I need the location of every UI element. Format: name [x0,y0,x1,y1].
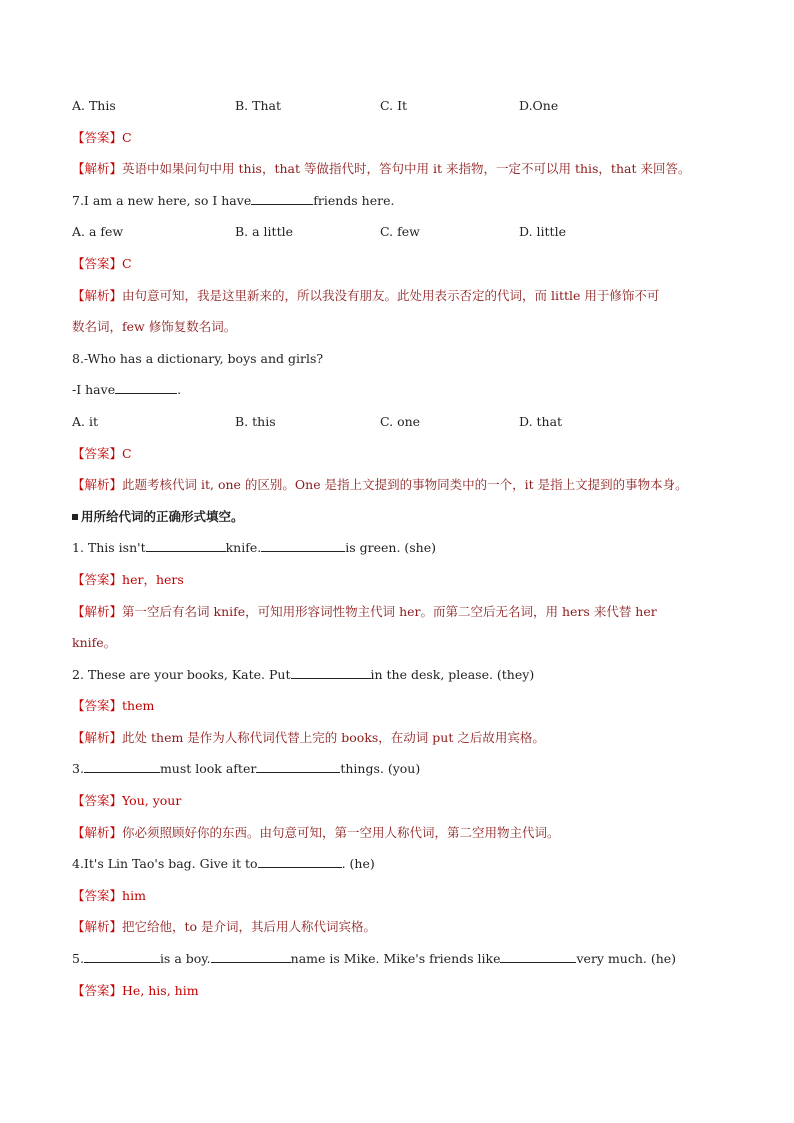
f4-analysis-text: 把它给他，to 是介词，其后用人称代词宾格。 [122,919,377,935]
f5-part-3: name is Mike. Mike's friends like [290,951,501,967]
f4-blank-1[interactable] [258,854,342,868]
square-bullet-icon [72,514,78,520]
f5-part-1: 5. [72,951,84,967]
f1-analysis-text-1: 第一空后有名词 knife，可知用形容词性物主代词 her。而第二空后无名词，用 hers 来代替 her [122,603,657,619]
q8-answer-value: C [122,445,132,461]
analysis-label: 【解析】 [72,603,123,619]
analysis-label: 【解析】 [72,477,123,493]
q6-analysis-text: 英语中如果问句中用 this，that 等做指代时，答句中用 it 来指物，一定不可以用 this，that 来回答。 [122,161,691,177]
q7-stem-before: 7.I am a new here, so I have [72,192,252,208]
f1-analysis [72,602,732,622]
f1-answer-value: her，hers [122,571,184,587]
f2-answer-value: them [122,698,155,714]
f1-analysis-text-2: knife。 [72,635,117,651]
q6-answer-value: C [122,129,132,145]
q8-options [72,412,732,432]
f2-analysis-text: 此处 them 是作为人称代词代替上完的 books，在动词 put 之后故用宾格。 [122,729,545,745]
f5-part-2: is a boy. [159,951,211,967]
q6-option-c[interactable]: C. It [380,98,408,113]
f4-analysis [72,917,732,937]
q8-stem-line-1: 8.-Who has a dictionary, boys and girls? [72,350,324,366]
f3-blank-2[interactable] [256,759,340,773]
f1-part-1: 1. This isn't [72,540,146,556]
q8-analysis-text: 此题考核代词 it, one 的区别。One 是指上文提到的事物同类中的一个，it 是指上文提到的事物本身。 [122,477,688,493]
q7-option-c[interactable]: C. few [380,224,420,240]
q7-stem-after: friends here. [313,192,395,208]
f3-part-2: must look after [159,761,257,777]
q8-option-d[interactable]: D. that [519,413,563,429]
f3-analysis [72,823,732,843]
q7-option-a[interactable]: A. a few [72,224,124,240]
f3-analysis-text: 你必须照顾好你的东西。由句意可知，第一空用人称代词，第二空用物主代词。 [122,824,560,840]
f2-part-2: in the desk, please. (they) [370,666,535,682]
q6-analysis [72,159,732,179]
q7-blank[interactable] [251,191,313,205]
q8-stem-after: . [177,382,182,398]
f2-blank-1[interactable] [291,665,371,679]
f3-answer-value: You, your [122,793,182,809]
f1-part-3: is green. (she) [345,540,437,556]
q6-option-a[interactable]: A. This [72,98,116,113]
q6-option-d[interactable]: D.One [519,98,559,113]
q8-analysis [72,475,732,495]
f4-answer [72,886,732,906]
f1-answer [72,570,732,590]
answer-label: 【答案】 [72,887,123,903]
f4-stem [72,854,732,874]
document-page [72,96,732,1012]
q7-answer-value: C [122,255,132,271]
f2-analysis [72,728,732,748]
q7-analysis-cont [72,317,732,337]
q8-option-c[interactable]: C. one [380,413,421,429]
f4-answer-value: him [122,887,146,903]
f1-blank-2[interactable] [261,538,345,552]
f1-part-2: knife. [225,540,262,556]
f2-part-1: 2. These are your books, Kate. Put [72,666,291,682]
f3-part-1: 3. [72,761,84,777]
f3-part-3: things. (you) [340,761,421,777]
q8-option-b[interactable]: B. this [235,413,276,429]
analysis-label: 【解析】 [72,729,123,745]
q7-analysis [72,286,732,306]
q6-answer [72,128,732,148]
f2-stem [72,665,732,685]
answer-label: 【答案】 [72,793,123,809]
q7-analysis-text-2: 数名词，few 修饰复数名词。 [72,319,237,335]
f4-part-2: . (he) [341,856,375,872]
analysis-label: 【解析】 [72,161,123,177]
q7-options [72,222,732,242]
q7-option-b[interactable]: B. a little [235,224,293,240]
f3-blank-1[interactable] [84,759,160,773]
q7-answer [72,254,732,274]
q8-option-a[interactable]: A. it [72,413,98,429]
f5-blank-3[interactable] [500,949,576,963]
q8-stem-before: -I have [72,382,116,398]
analysis-label: 【解析】 [72,919,123,935]
f1-blank-1[interactable] [146,538,226,552]
q8-blank[interactable] [115,380,177,394]
answer-label: 【答案】 [72,129,123,145]
q6-option-b[interactable]: B. That [235,98,281,113]
f1-stem [72,538,732,558]
answer-label: 【答案】 [72,255,123,271]
q8-stem-2 [72,380,732,400]
q7-option-d[interactable]: D. little [519,224,566,240]
q7-analysis-text-1: 由句意可知，我是这里新来的，所以我没有朋友。此处用表示否定的代词，而 little 用于修饰不可 [122,287,660,303]
f2-answer [72,696,732,716]
f5-blank-1[interactable] [84,949,160,963]
analysis-label: 【解析】 [72,287,123,303]
f3-stem [72,759,732,779]
f5-answer-value: He, his, him [122,982,199,998]
q7-stem [72,191,732,211]
f5-part-4: very much. (he) [576,951,677,967]
section-heading [72,507,732,527]
q8-answer [72,444,732,464]
answer-label: 【答案】 [72,982,123,998]
answer-label: 【答案】 [72,698,123,714]
f5-stem [72,949,732,969]
q6-options [72,96,732,116]
f5-answer [72,981,732,1001]
answer-label: 【答案】 [72,571,123,587]
analysis-label: 【解析】 [72,824,123,840]
f1-analysis-cont [72,633,732,653]
answer-label: 【答案】 [72,445,123,461]
q8-stem-1 [72,349,732,369]
f4-part-1: 4.It's Lin Tao's bag. Give it to [72,856,258,872]
section-title: 用所给代词的正确形式填空。 [81,508,244,524]
f3-answer [72,791,732,811]
f5-blank-2[interactable] [211,949,291,963]
